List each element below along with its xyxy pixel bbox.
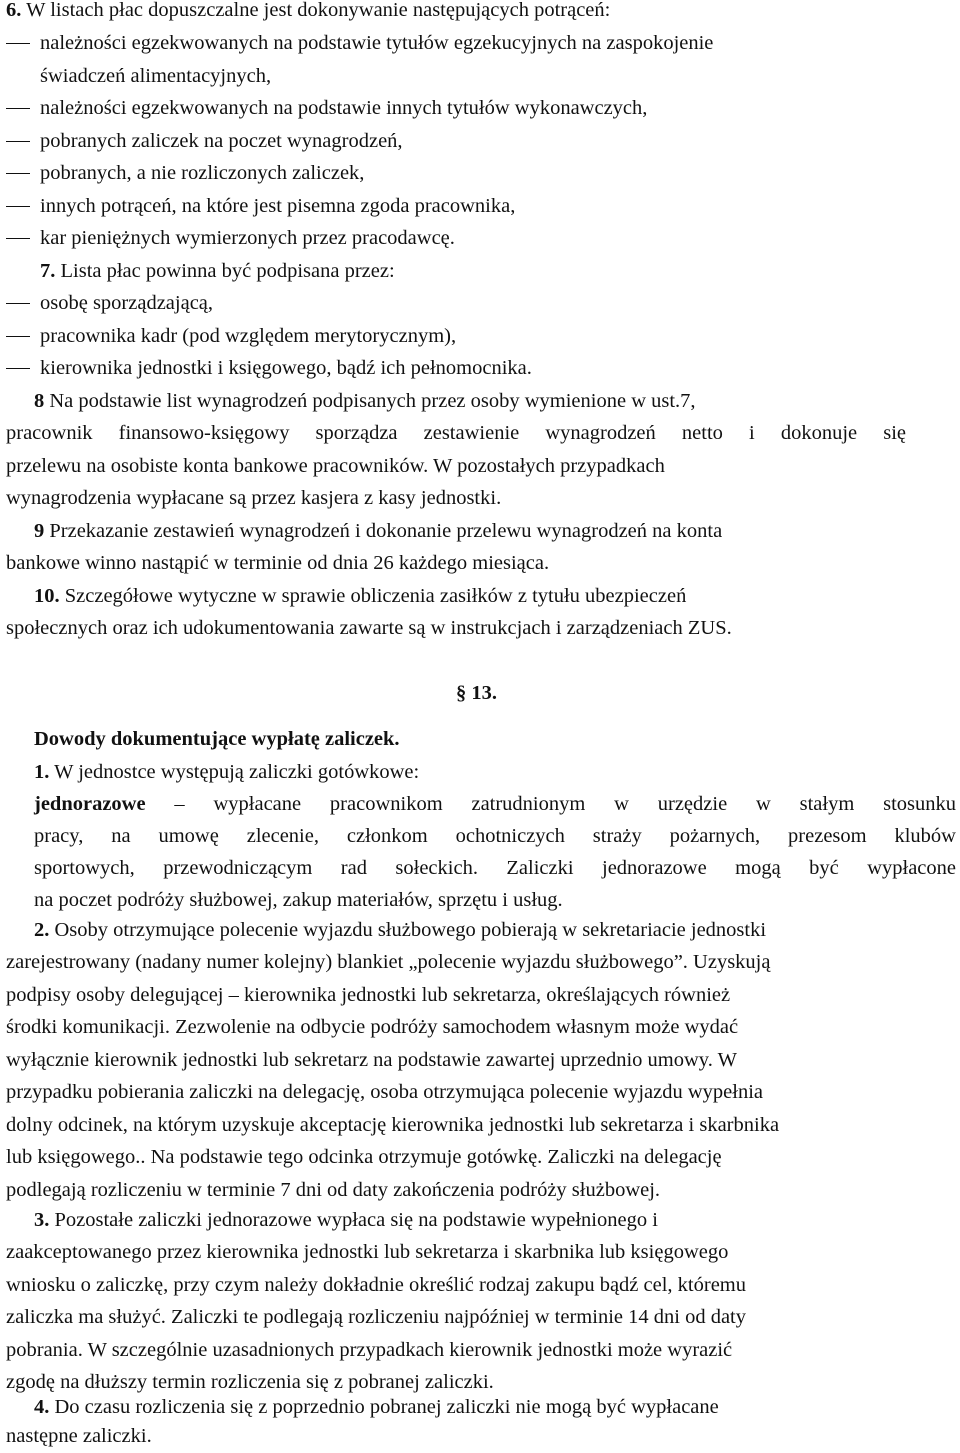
point-3-line: zaakceptowanego przez kierownika jednostki lub sekretarza i skarbnika lub księgowego <box>6 1241 729 1263</box>
point-number: 1. <box>34 761 50 783</box>
point-3-line: zaliczka ma służyć. Zaliczki te podlegają rozliczeniu najpóźniej w terminie 14 dni od daty <box>6 1306 746 1328</box>
section-text: Na podstawie list wynagrodzeń podpisanych przez osoby wymienione w ust.7, <box>44 390 696 412</box>
section-8-line: wynagrodzenia wypłacane są przez kasjera z kasy jednostki. <box>6 487 502 509</box>
section-9-line: bankowe winno nastąpić w terminie od dnia 26 każdego miesiąca. <box>6 552 550 574</box>
list-item-text: pobranych, a nie rozliczonych zaliczek, <box>40 162 365 184</box>
section-text: W listach płac dopuszczalne jest dokonywanie następujących potrąceń: <box>21 0 611 21</box>
dash-bullet <box>6 238 30 240</box>
list-item <box>6 320 456 353</box>
list-item-text: innych potrąceń, na które jest pisemna zgoda pracownika, <box>40 195 516 217</box>
section-8-line: pracownik finansowo-księgowy sporządza zestawienie wynagrodzeń netto i dokonuje się <box>6 422 906 444</box>
list-item <box>6 27 713 60</box>
point-2-line <box>34 914 766 947</box>
section-text: Lista płac powinna być podpisana przez: <box>55 260 395 282</box>
point-text: Osoby otrzymujące polecenie wyjazdu służbowego pobierają w sekretariacie jednostki <box>49 919 767 941</box>
bold-term: jednorazowe <box>34 793 146 815</box>
list-item-text: należności egzekwowanych na podstawie tytułów egzekucyjnych na zaspokojenie <box>40 32 714 54</box>
section-number: 7. <box>40 260 56 282</box>
point-1-line: pracy, na umowę zlecenie, członkom ochotniczych straży pożarnych, prezesom klubów <box>34 825 956 847</box>
point-2-line: zarejestrowany (nadany numer kolejny) blankiet „polecenie wyjazdu służbowego”. Uzyskują <box>6 951 771 973</box>
section-number: 6. <box>6 0 22 21</box>
section-text: Szczegółowe wytyczne w sprawie obliczenia zasiłków z tytułu ubezpieczeń <box>59 585 687 607</box>
list-item-text: kar pieniężnych wymierzonych przez pracodawcę. <box>40 227 455 249</box>
point-2-line: lub księgowego.. Na podstawie tego odcinka otrzymuje gotówkę. Zaliczki na delegację <box>6 1146 722 1168</box>
list-item <box>6 190 515 223</box>
dash-bullet <box>6 368 30 370</box>
point-2-line: przypadku pobierania zaliczki na delegację, osoba otrzymująca polecenie wyjazdu wypełnia <box>6 1081 764 1103</box>
list-item-text: pracownika kadr (pod względem merytorycznym), <box>40 325 457 347</box>
point-text: Pozostałe zaliczki jednorazowe wypłaca się na podstawie wypełnionego i <box>49 1209 658 1231</box>
point-1-line: sportowych, przewodniczącym rad sołeckich. Zaliczki jednorazowe mogą być wypłacone <box>34 857 956 879</box>
dash-bullet <box>6 303 30 305</box>
section-8-line <box>34 385 696 418</box>
point-3-line: pobrania. W szczególnie uzasadnionych przypadkach kierownik jednostki może wyrazić <box>6 1339 733 1361</box>
dash-bullet <box>6 206 30 208</box>
list-item-text: kierownika jednostki i księgowego, bądź ich pełnomocnika. <box>40 357 532 379</box>
point-2-line: wyłącznie kierownik jednostki lub sekretarz na podstawie zawartej uprzednio umowy. W <box>6 1049 737 1071</box>
point-3-line: wniosku o zaliczkę, przy czym należy dokładnie określić rodzaj zakupu bądź cel, któremu <box>6 1274 746 1296</box>
dash-bullet <box>6 141 30 143</box>
point-number: 3. <box>34 1209 50 1231</box>
list-item-text: pobranych zaliczek na poczet wynagrodzeń, <box>40 130 403 152</box>
list-item-text: osobę sporządzającą, <box>40 292 214 314</box>
point-4-line: następne zaliczki. <box>6 1425 152 1447</box>
section-10-line: społecznych oraz ich udokumentowania zawarte są w instrukcjach i zarządzeniach ZUS. <box>6 617 732 639</box>
point-1-intro <box>34 756 419 789</box>
point-text: Do czasu rozliczenia się z poprzednio pobranej zaliczki nie mogą być wypłacane <box>49 1396 719 1418</box>
point-2-line: podlegają rozliczeniu w terminie 7 dni od daty zakończenia podróży służbowej. <box>6 1179 661 1201</box>
list-item <box>6 222 455 255</box>
dash-bullet <box>6 336 30 338</box>
section-number: 10. <box>34 585 60 607</box>
list-item-text: świadczeń alimentacyjnych, <box>40 65 272 87</box>
list-item <box>6 125 403 158</box>
section-text: Przekazanie zestawień wynagrodzeń i dokonanie przelewu wynagrodzeń na konta <box>44 520 723 542</box>
list-item <box>6 287 213 320</box>
list-item <box>6 157 364 190</box>
section-9-line <box>34 515 722 548</box>
point-3-line <box>34 1204 658 1237</box>
dash-bullet <box>6 108 30 110</box>
list-item <box>6 352 532 385</box>
point-1-line <box>34 788 956 821</box>
section-10-line <box>34 580 686 613</box>
paragraph-number: § 13. <box>456 682 497 704</box>
dash-bullet <box>6 173 30 175</box>
point-1-line: na poczet podróży służbowej, zakup materiałów, sprzętu i usług. <box>34 889 563 911</box>
section-6-intro <box>6 0 610 27</box>
point-number: 2. <box>34 919 50 941</box>
point-2-line: podpisy osoby delegującej – kierownika jednostki lub sekretarza, określających również <box>6 984 731 1006</box>
list-item-continuation <box>40 60 271 93</box>
list-item <box>6 92 647 125</box>
section-7-intro <box>40 255 395 288</box>
section-heading: Dowody dokumentujące wypłatę zaliczek. <box>34 728 400 750</box>
section-number: 8 <box>34 390 45 412</box>
list-item-text: należności egzekwowanych na podstawie innych tytułów wykonawczych, <box>40 97 648 119</box>
dash-bullet <box>6 43 30 45</box>
section-number: 9 <box>34 520 45 542</box>
point-text: W jednostce występują zaliczki gotówkowe: <box>49 761 420 783</box>
point-number: 4. <box>34 1396 50 1418</box>
section-8-line: przelewu na osobiste konta bankowe pracowników. W pozostałych przypadkach <box>6 455 665 477</box>
point-2-line: środki komunikacji. Zezwolenie na odbycie podróży samochodem własnym może wydać <box>6 1016 739 1038</box>
point-2-line: dolny odcinek, na którym uzyskuje akceptację kierownika jednostki lub sekretarza i skarbnika <box>6 1114 780 1136</box>
point-3-line: zgodę na dłuższy termin rozliczenia się z pobranej zaliczki. <box>6 1371 494 1393</box>
point-text: – wypłacane pracownikom zatrudnionym w urzędzie w stałym stosunku <box>145 793 956 815</box>
point-4-line <box>34 1391 719 1424</box>
